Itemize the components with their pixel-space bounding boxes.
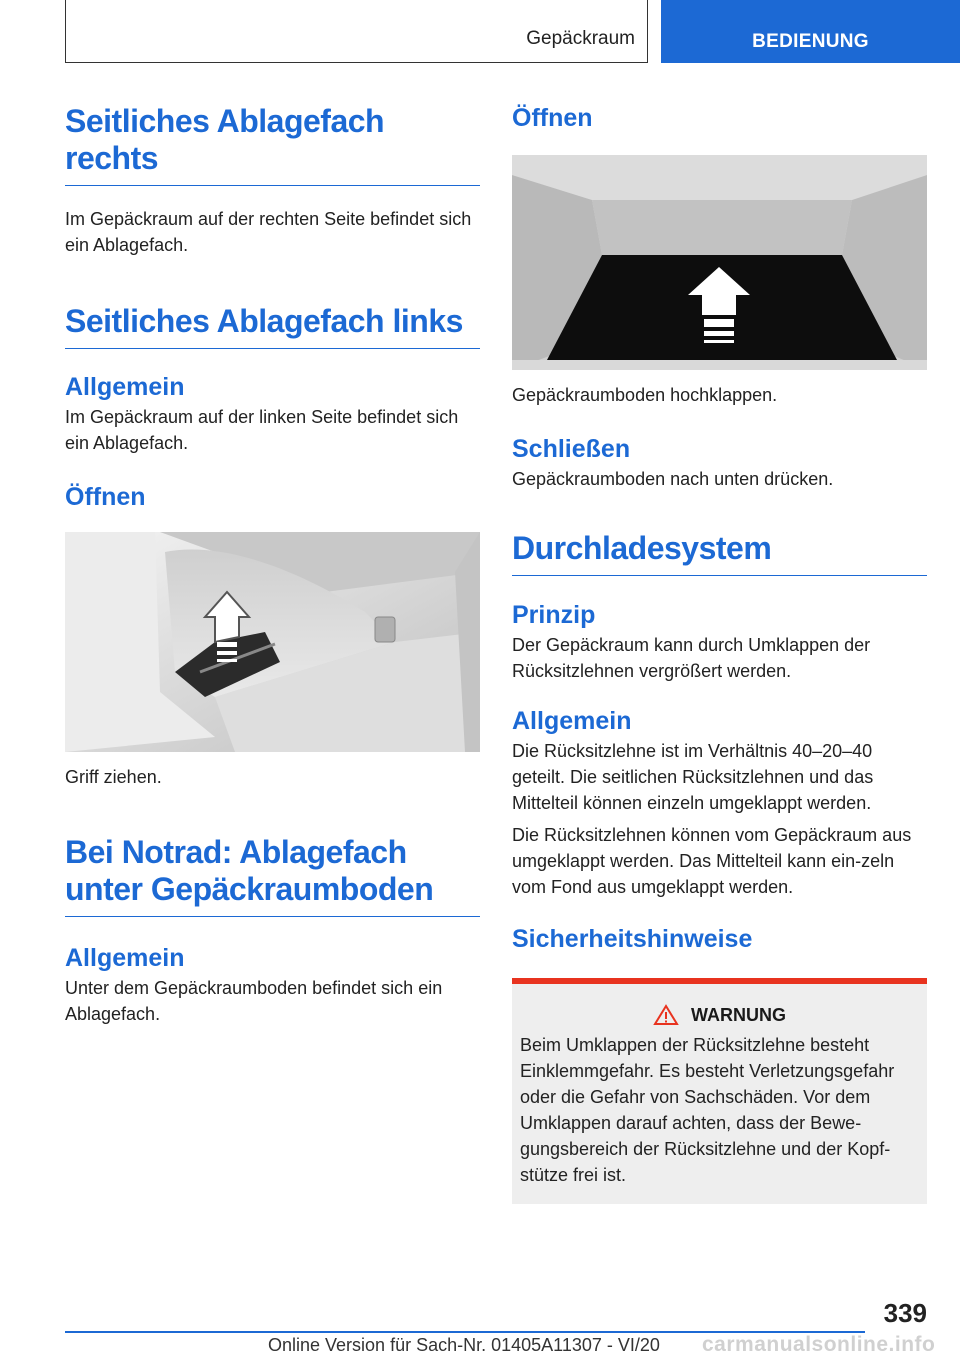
paragraph-allgemein-1: Die Rücksitzlehne ist im Verhältnis 40–20–40 geteilt. Die seitlichen Rücksitzlehnen und das Mittelteil können einzeln umgeklappt werden.: [512, 741, 874, 813]
paragraph-prinzip: Der Gepäckraum kann durch Umklappen der Rücksitzlehnen vergrößert werden.: [512, 635, 871, 681]
heading-durchladesystem: Durchladesystem: [512, 530, 927, 576]
heading-oeffnen-links: Öffnen: [65, 483, 146, 511]
paragraph-allgemein-links: Im Gepäckraum auf der linken Seite befindet sich ein Ablagefach.: [65, 407, 459, 453]
trunk-side-illustration: [65, 532, 480, 752]
heading-oeffnen-boden: Öffnen: [512, 104, 593, 132]
header-chapter-tab: BEDIENUNG: [661, 0, 960, 63]
paragraph-rechts: Im Gepäckraum auf der rechten Seite befindet sich ein Ablagefach.: [65, 209, 472, 255]
heading-allgemein-links: Allgemein: [65, 373, 185, 401]
paragraph-allgemein-2: Die Rücksitzlehnen können vom Gepäckraum aus umgeklappt werden. Das Mittelteil kann ein-zeln vom Fond aus umgeklappt werden.: [512, 825, 912, 897]
heading-sicherheitshinweise: Sicherheitshinweise: [512, 925, 753, 953]
heading-bei-notrad: Bei Notrad: Ablagefach unter Gepäckraumboden: [65, 834, 480, 917]
warning-title: WARNUNG: [691, 1004, 786, 1025]
page-number: 339: [883, 1298, 927, 1328]
heading-allgemein-notrad: Allgemein: [65, 944, 185, 972]
footer-online-version: Online Version für Sach-Nr. 01405A11307 - VI/20: [268, 1335, 660, 1355]
heading-allgemein-durchlade: Allgemein: [512, 707, 632, 735]
left-column: [65, 103, 480, 1027]
warning-triangle-icon: [653, 1004, 679, 1026]
figure-trunk-floor: [512, 155, 927, 370]
warning-box: [512, 978, 927, 1204]
paragraph-schliessen: Gepäckraumboden nach unten drücken.: [512, 469, 834, 489]
caption-griff-ziehen: Griff ziehen.: [65, 767, 162, 787]
header-box: [65, 0, 648, 63]
trunk-floor-illustration: [512, 155, 927, 370]
heading-seitliches-ablagefach-links: Seitliches Ablagefach links: [65, 303, 480, 349]
warning-text: Beim Umklappen der Rücksitzlehne besteht Einklemmgefahr. Es besteht Verletzungsgefahr oder die Gefahr von Sachschäden. Vor dem Umklappen darauf achten, dass der Bewe-gungsbereich der Rücksitzlehne und der Kopf-stütze frei ist.: [520, 1035, 895, 1185]
header-section-title: Gepäckraum: [526, 28, 635, 49]
heading-schliessen: Schließen: [512, 435, 631, 463]
right-column: [512, 103, 927, 1204]
heading-prinzip: Prinzip: [512, 601, 596, 629]
paragraph-allgemein-notrad: Unter dem Gepäckraumboden befindet sich ein Ablagefach.: [65, 978, 443, 1024]
caption-hochklappen: Gepäckraumboden hochklappen.: [512, 385, 778, 405]
figure-left-storage: [65, 532, 480, 752]
heading-seitliches-ablagefach-rechts: Seitliches Ablagefach rechts: [65, 103, 480, 186]
watermark: carmanualsonline.info: [702, 1333, 936, 1356]
warning-header: [520, 1004, 919, 1026]
